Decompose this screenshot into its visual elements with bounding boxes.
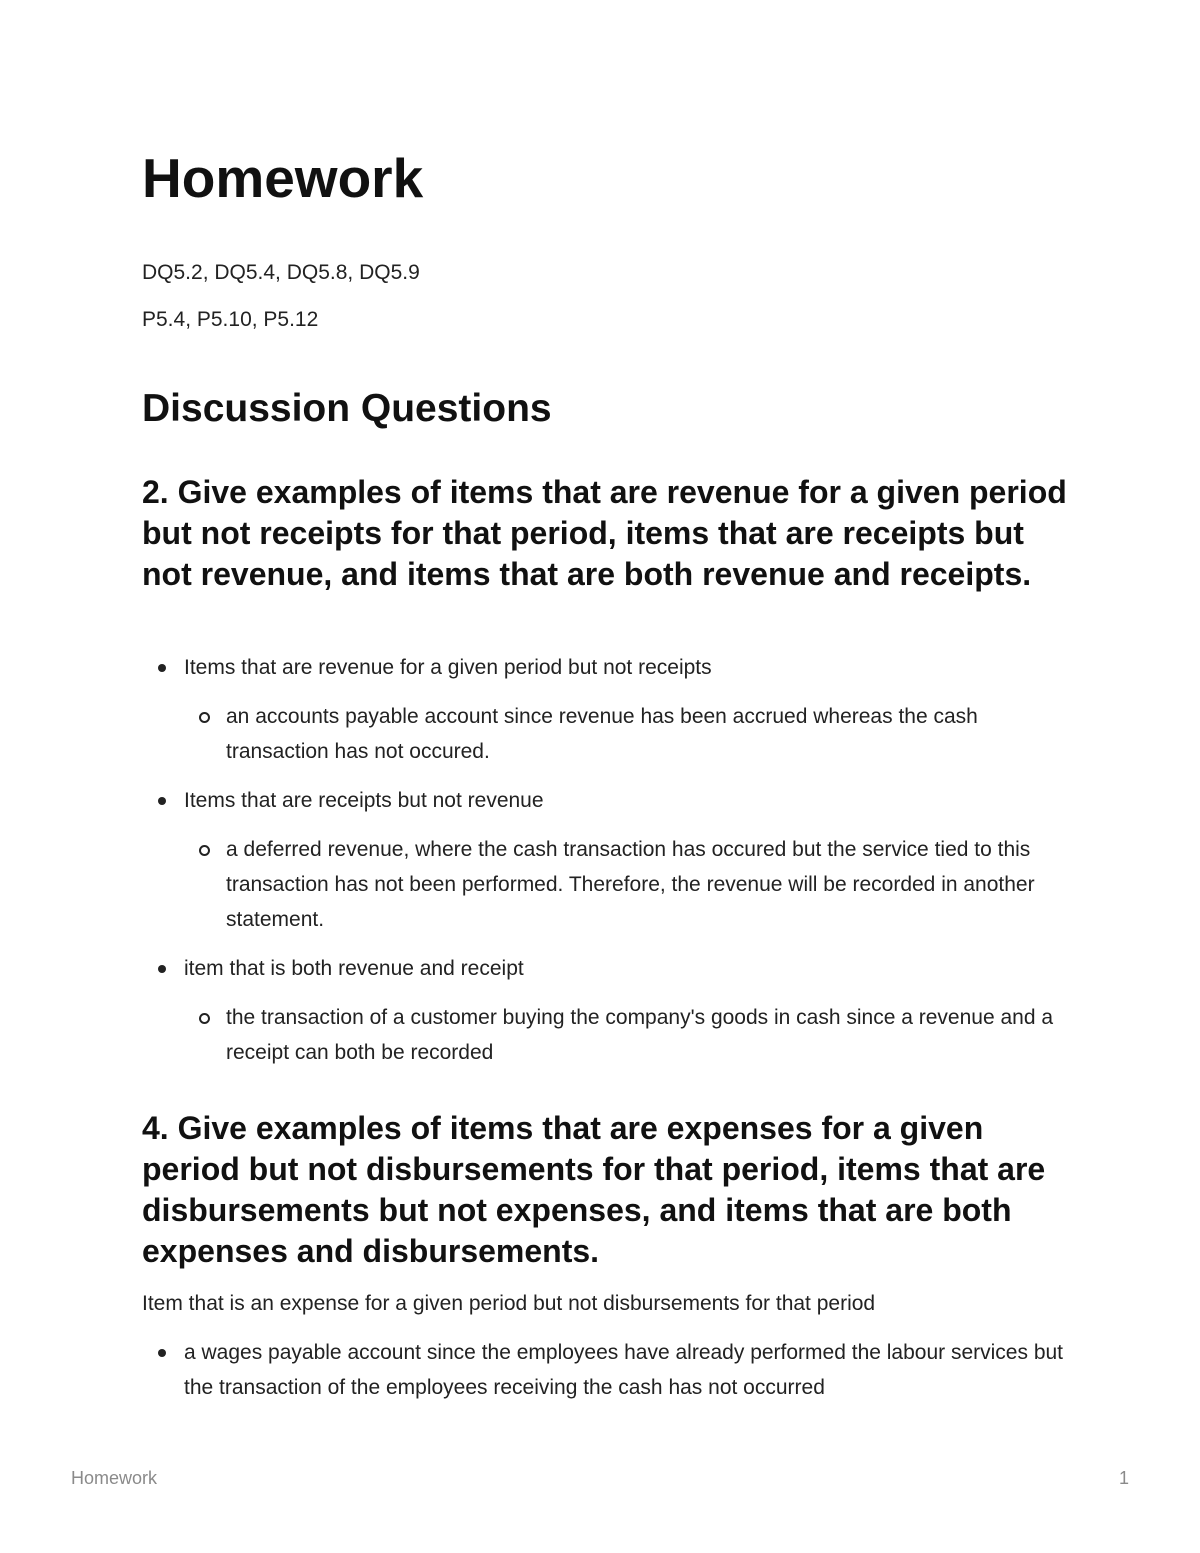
list-item xyxy=(142,951,1072,986)
bullet-disc-icon xyxy=(158,797,166,805)
sub-list-item-text: a deferred revenue, where the cash transaction has occured but the service tied to this transaction has not been performed. Therefore, the revenue will be recorded in another statement. xyxy=(226,838,1035,931)
list-item-text: a wages payable account since the employees have already performed the labour services but the transaction of the employees receiving the cash has not occurred xyxy=(184,1341,1064,1399)
list-item xyxy=(142,783,1072,818)
question-4-intro: Item that is an expense for a given period but not disbursements for that period xyxy=(142,1292,876,1315)
sub-list-item-text: the transaction of a customer buying the company's goods in cash since a revenue and a receipt can both be recorded xyxy=(226,1006,1054,1064)
question-2-heading: 2. Give examples of items that are revenue for a given period but not receipts for that period, items that are receipts but not revenue, and items that are both revenue and receipts. xyxy=(142,474,1067,592)
sub-list-item xyxy=(142,832,1072,937)
bullet-disc-icon xyxy=(158,965,166,973)
section-heading: Discussion Questions xyxy=(142,387,552,430)
bullet-disc-icon xyxy=(158,664,166,672)
document-title: Homework xyxy=(142,147,424,209)
bullet-circle-icon xyxy=(199,712,210,723)
list-item-text: Items that are revenue for a given period but not receipts xyxy=(184,656,712,679)
sub-list-item xyxy=(142,1000,1072,1070)
list-item xyxy=(142,650,1072,685)
bullet-disc-icon xyxy=(158,1349,166,1357)
sub-list-item xyxy=(142,699,1072,769)
assignment-list-problems: P5.4, P5.10, P5.12 xyxy=(142,308,319,331)
list-item-text: Items that are receipts but not revenue xyxy=(184,789,544,812)
assignment-list-dq: DQ5.2, DQ5.4, DQ5.8, DQ5.9 xyxy=(142,261,420,284)
list-item xyxy=(142,1335,1072,1405)
sub-list-item-text: an accounts payable account since revenue has been accrued whereas the cash transaction has not occured. xyxy=(226,705,978,763)
list-item-text: item that is both revenue and receipt xyxy=(184,957,524,980)
footer-title: Homework xyxy=(71,1468,158,1488)
bullet-circle-icon xyxy=(199,845,210,856)
question-2-answer-list xyxy=(142,650,1072,1070)
question-4-heading: 4. Give examples of items that are expenses for a given period but not disbursements for that period, items that are disbursements but not expenses, and items that are both expenses and disbursements. xyxy=(142,1110,1046,1269)
bullet-circle-icon xyxy=(199,1013,210,1024)
page-number: 1 xyxy=(1118,1468,1129,1488)
question-4-answer-list xyxy=(142,1335,1072,1405)
